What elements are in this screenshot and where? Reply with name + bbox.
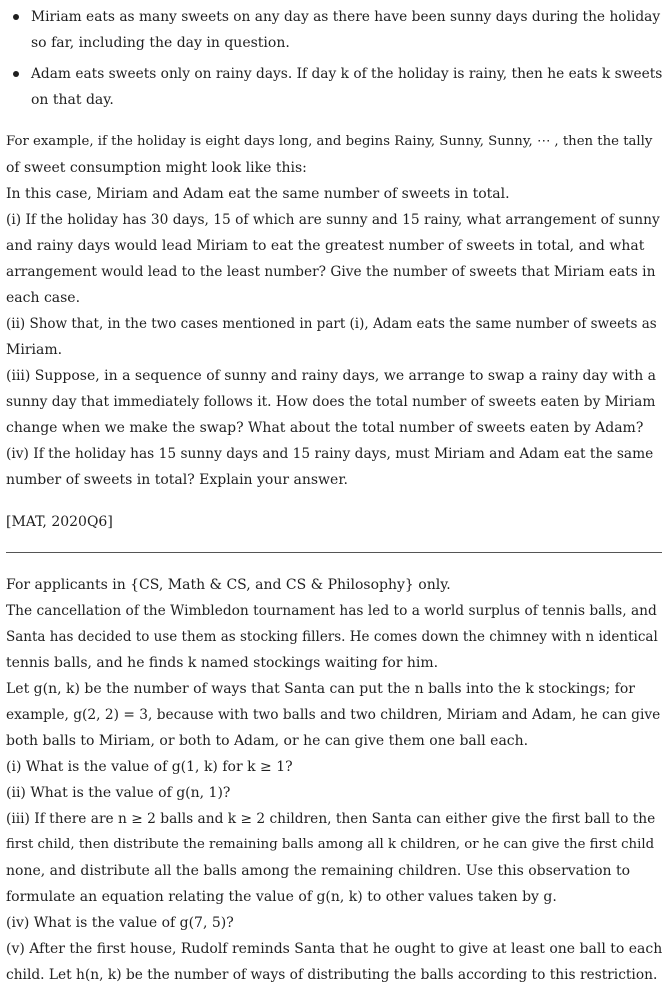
bullet-miriam (13, 14, 19, 20)
text-line: so far, including the day in question. (31, 35, 290, 51)
text-line: of sweet consumption might look like this: (6, 160, 307, 176)
text-line: (iii) If there are n ≥ 2 balls and k ≥ 2 children, then Santa can either give the first ball to the (6, 811, 656, 827)
bullet-adam (13, 71, 19, 77)
text-line: The cancellation of the Wimbledon tournament has led to a world surplus of tennis balls, and (6, 603, 657, 619)
text-line: In this case, Miriam and Adam eat the same number of sweets in total. (6, 186, 510, 202)
text-line: tennis balls, and he finds k named stockings waiting for him. (6, 655, 439, 671)
text-line: sunny day that immediately follows it. How does the total number of sweets eaten by Miriam (6, 394, 656, 410)
text-line: none, and distribute all the balls among the remaining children. Use this observation to (6, 863, 631, 879)
text-line: arrangement would lead to the least number? Give the number of sweets that Miriam eats in (6, 264, 656, 280)
text-line: first child, then distribute the remaining balls among all k children, or he can give the first child (6, 837, 655, 852)
text-line: (iv) If the holiday has 15 sunny days and 15 rainy days, must Miriam and Adam eat the same (6, 446, 654, 462)
text-line: Miriam. (6, 342, 63, 358)
text-line: (iii) Suppose, in a sequence of sunny and rainy days, we arrange to swap a rainy day with a (6, 368, 657, 384)
text-line: (ii) Show that, in the two cases mentioned in part (i), Adam eats the same number of sweets as (6, 316, 657, 332)
text-line: Miriam eats as many sweets on any day as there have been sunny days during the holiday (31, 9, 661, 25)
source-citation: [MAT, 2020Q6] (6, 514, 113, 530)
text-line: (v) After the first house, Rudolf reminds Santa that he ought to give at least one ball to each (6, 941, 663, 957)
text-line: (i) What is the value of g(1, k) for k ≥ 1? (6, 759, 293, 775)
text-line: For example, if the holiday is eight days long, and begins Rainy, Sunny, Sunny, ⋯ , then the tally (6, 134, 653, 149)
text-line: For applicants in {CS, Math & CS, and CS & Philosophy} only. (6, 577, 451, 593)
text-line: example, g(2, 2) = 3, because with two balls and two children, Miriam and Adam, he can give (6, 707, 661, 723)
text-line: (iv) What is the value of g(7, 5)? (6, 915, 234, 931)
section-divider (6, 552, 662, 553)
text-line: formulate an equation relating the value of g(n, k) to other values taken by g. (6, 889, 557, 905)
text-line: (ii) What is the value of g(n, 1)? (6, 785, 231, 801)
text-line: both balls to Miriam, or both to Adam, or he can give them one ball each. (6, 733, 529, 749)
text-line: Let g(n, k) be the number of ways that Santa can put the n balls into the k stockings; for (6, 681, 635, 697)
text-line: child. Let h(n, k) be the number of ways of distributing the balls according to this restriction. (6, 967, 658, 983)
text-line: change when we make the swap? What about the total number of sweets eaten by Adam? (6, 420, 644, 436)
text-line: Adam eats sweets only on rainy days. If day k of the holiday is rainy, then he eats k sweets (31, 66, 663, 82)
text-line: number of sweets in total? Explain your answer. (6, 472, 348, 488)
text-line: on that day. (31, 92, 114, 108)
text-line: Santa has decided to use them as stocking fillers. He comes down the chimney with n identical (6, 629, 658, 645)
text-line: (i) If the holiday has 30 days, 15 of which are sunny and 15 rainy, what arrangement of sunny (6, 212, 660, 228)
text-line: each case. (6, 290, 81, 306)
text-line: and rainy days would lead Miriam to eat the greatest number of sweets in total, and what (6, 238, 645, 254)
